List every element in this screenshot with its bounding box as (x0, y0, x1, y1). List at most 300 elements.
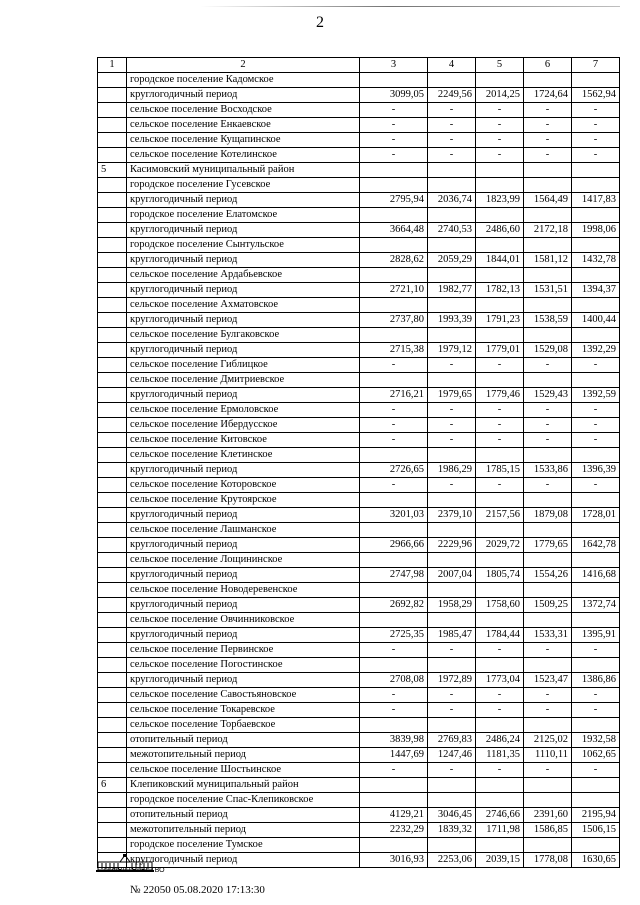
row-number-cell (98, 343, 127, 358)
value-cell: 1958,29 (428, 598, 476, 613)
value-cell: - (428, 703, 476, 718)
row-name-cell: круглогодичный период (127, 508, 360, 523)
table-row (98, 403, 620, 418)
value-cell: - (360, 403, 428, 418)
value-cell (360, 553, 428, 568)
value-cell (360, 268, 428, 283)
row-number-cell (98, 628, 127, 643)
table-row (98, 838, 620, 853)
value-cell (524, 583, 572, 598)
row-number-cell (98, 508, 127, 523)
value-cell (572, 163, 620, 178)
row-number-cell (98, 298, 127, 313)
value-cell (572, 553, 620, 568)
value-cell: 1447,69 (360, 748, 428, 763)
table-row (98, 748, 620, 763)
row-number-cell (98, 403, 127, 418)
value-cell: - (476, 433, 524, 448)
value-cell (428, 838, 476, 853)
value-cell: 3016,93 (360, 853, 428, 868)
row-name-cell: отопительный период (127, 808, 360, 823)
value-cell: 1533,86 (524, 463, 572, 478)
value-cell: 1394,37 (572, 283, 620, 298)
table-row (98, 763, 620, 778)
row-number-cell (98, 358, 127, 373)
value-cell (476, 268, 524, 283)
value-cell: - (476, 148, 524, 163)
row-number-cell (98, 823, 127, 838)
value-cell: 3839,98 (360, 733, 428, 748)
row-name-cell: сельское поселение Китовское (127, 433, 360, 448)
value-cell (428, 613, 476, 628)
row-name-cell: круглогодичный период (127, 853, 360, 868)
value-cell: - (476, 478, 524, 493)
value-cell: 1979,12 (428, 343, 476, 358)
table-row (98, 163, 620, 178)
value-cell: 1392,59 (572, 388, 620, 403)
table-row (98, 418, 620, 433)
row-number-cell (98, 838, 127, 853)
value-cell: - (476, 133, 524, 148)
row-number-cell (98, 478, 127, 493)
value-cell (572, 718, 620, 733)
value-cell: 1844,01 (476, 253, 524, 268)
value-cell: 2740,53 (428, 223, 476, 238)
value-cell (572, 778, 620, 793)
table-row (98, 853, 620, 868)
table-row (98, 478, 620, 493)
value-cell: 1779,46 (476, 388, 524, 403)
row-number-cell (98, 658, 127, 673)
value-cell (476, 553, 524, 568)
value-cell (476, 163, 524, 178)
value-cell: 4129,21 (360, 808, 428, 823)
value-cell: - (572, 148, 620, 163)
table-row (98, 373, 620, 388)
value-cell (572, 73, 620, 88)
value-cell (524, 553, 572, 568)
table-row (98, 343, 620, 358)
value-cell (428, 208, 476, 223)
row-number-cell (98, 88, 127, 103)
row-name-cell: сельское поселение Савостьяновское (127, 688, 360, 703)
value-cell (476, 238, 524, 253)
value-cell: - (428, 478, 476, 493)
value-cell (476, 298, 524, 313)
value-cell: - (524, 403, 572, 418)
value-cell (360, 208, 428, 223)
value-cell: - (572, 403, 620, 418)
value-cell: 1372,74 (572, 598, 620, 613)
value-cell (428, 268, 476, 283)
value-cell: 1247,46 (428, 748, 476, 763)
value-cell (428, 178, 476, 193)
row-number-cell (98, 523, 127, 538)
value-cell (476, 658, 524, 673)
table-row (98, 253, 620, 268)
value-cell (360, 73, 428, 88)
table-row (98, 283, 620, 298)
value-cell: 1392,29 (572, 343, 620, 358)
value-cell (428, 778, 476, 793)
row-name-cell: круглогодичный период (127, 283, 360, 298)
value-cell: 3099,05 (360, 88, 428, 103)
value-cell: 1778,08 (524, 853, 572, 868)
row-number-cell (98, 763, 127, 778)
value-cell: 2039,15 (476, 853, 524, 868)
value-cell (524, 778, 572, 793)
value-cell: - (572, 703, 620, 718)
value-cell: - (360, 688, 428, 703)
value-cell: 1932,58 (572, 733, 620, 748)
value-cell (524, 613, 572, 628)
table-row (98, 598, 620, 613)
value-cell: 2716,21 (360, 388, 428, 403)
row-number-cell (98, 73, 127, 88)
value-cell (360, 448, 428, 463)
value-cell: 1581,12 (524, 253, 572, 268)
value-cell: - (360, 433, 428, 448)
row-name-cell: городское поселение Елатомское (127, 208, 360, 223)
value-cell (360, 328, 428, 343)
value-cell (476, 583, 524, 598)
value-cell (476, 448, 524, 463)
value-cell (360, 613, 428, 628)
value-cell (428, 238, 476, 253)
row-name-cell: круглогодичный период (127, 88, 360, 103)
value-cell: 1839,32 (428, 823, 476, 838)
value-cell: 1642,78 (572, 538, 620, 553)
value-cell: 1972,89 (428, 673, 476, 688)
table-row (98, 538, 620, 553)
value-cell (572, 493, 620, 508)
value-cell (360, 838, 428, 853)
value-cell: 1823,99 (476, 193, 524, 208)
row-number-cell (98, 283, 127, 298)
value-cell: 1432,78 (572, 253, 620, 268)
value-cell: - (572, 418, 620, 433)
row-number-cell (98, 733, 127, 748)
value-cell: 2007,04 (428, 568, 476, 583)
value-cell (476, 208, 524, 223)
table-row (98, 88, 620, 103)
value-cell: - (360, 703, 428, 718)
value-cell: 1998,06 (572, 223, 620, 238)
table-row (98, 778, 620, 793)
value-cell (572, 373, 620, 388)
value-cell: - (524, 133, 572, 148)
table-row (98, 568, 620, 583)
value-cell (428, 163, 476, 178)
value-cell: - (428, 688, 476, 703)
value-cell: - (572, 433, 620, 448)
value-cell (428, 658, 476, 673)
row-number-cell (98, 388, 127, 403)
row-number-cell (98, 613, 127, 628)
value-cell: 1531,51 (524, 283, 572, 298)
value-cell (524, 718, 572, 733)
value-cell: 2125,02 (524, 733, 572, 748)
value-cell (428, 328, 476, 343)
value-cell: - (428, 358, 476, 373)
row-name-cell: сельское поселение Котелинское (127, 148, 360, 163)
row-name-cell: сельское поселение Овчинниковское (127, 613, 360, 628)
value-cell (524, 208, 572, 223)
value-cell: 1785,15 (476, 463, 524, 478)
value-cell: - (524, 103, 572, 118)
row-number-cell (98, 133, 127, 148)
row-name-cell: круглогодичный период (127, 628, 360, 643)
table-row (98, 238, 620, 253)
value-cell (360, 178, 428, 193)
row-name-cell: круглогодичный период (127, 673, 360, 688)
row-number-cell (98, 373, 127, 388)
row-name-cell: круглогодичный период (127, 223, 360, 238)
value-cell (476, 613, 524, 628)
value-cell: 2828,62 (360, 253, 428, 268)
value-cell (524, 163, 572, 178)
value-cell (572, 613, 620, 628)
value-cell: - (360, 763, 428, 778)
value-cell: - (524, 703, 572, 718)
value-cell: 1993,39 (428, 313, 476, 328)
value-cell: 3046,45 (428, 808, 476, 823)
value-cell: 2249,56 (428, 88, 476, 103)
row-name-cell: сельское поселение Ахматовское (127, 298, 360, 313)
row-number-cell (98, 433, 127, 448)
row-number-cell: 5 (98, 163, 127, 178)
row-name-cell: круглогодичный период (127, 598, 360, 613)
header-cell: 5 (476, 58, 524, 73)
value-cell: - (524, 763, 572, 778)
value-cell: 1417,83 (572, 193, 620, 208)
value-cell (572, 238, 620, 253)
row-name-cell: городское поселение Сынтульское (127, 238, 360, 253)
table-row (98, 298, 620, 313)
value-cell (476, 718, 524, 733)
value-cell (524, 658, 572, 673)
row-number-cell (98, 118, 127, 133)
value-cell: 1791,23 (476, 313, 524, 328)
value-cell: 1805,74 (476, 568, 524, 583)
value-cell: 1554,26 (524, 568, 572, 583)
value-cell (360, 238, 428, 253)
row-name-cell: круглогодичный период (127, 253, 360, 268)
value-cell: 1110,11 (524, 748, 572, 763)
value-cell (476, 373, 524, 388)
table-row (98, 823, 620, 838)
value-cell (476, 793, 524, 808)
table-row (98, 223, 620, 238)
value-cell (476, 838, 524, 853)
value-cell (428, 718, 476, 733)
row-name-cell: сельское поселение Новодеревенское (127, 583, 360, 598)
row-name-cell: сельское поселение Лощининское (127, 553, 360, 568)
value-cell (360, 778, 428, 793)
row-number-cell (98, 568, 127, 583)
value-cell: 2715,38 (360, 343, 428, 358)
row-name-cell: сельское поселение Которовское (127, 478, 360, 493)
row-name-cell: круглогодичный период (127, 343, 360, 358)
table-row (98, 148, 620, 163)
registration-number: № 22050 05.08.2020 17:13:30 (130, 884, 265, 896)
value-cell: - (524, 358, 572, 373)
value-cell: - (360, 358, 428, 373)
value-cell: 1879,08 (524, 508, 572, 523)
row-name-cell: сельское поселение Восходское (127, 103, 360, 118)
row-number-cell (98, 793, 127, 808)
value-cell: - (572, 688, 620, 703)
value-cell: 2746,66 (476, 808, 524, 823)
value-cell (428, 298, 476, 313)
row-name-cell: сельское поселение Булгаковское (127, 328, 360, 343)
value-cell (524, 793, 572, 808)
table-row (98, 118, 620, 133)
row-name-cell: сельское поселение Ибердусское (127, 418, 360, 433)
value-cell: 2769,83 (428, 733, 476, 748)
row-name-cell: круглогодичный период (127, 568, 360, 583)
value-cell: - (428, 118, 476, 133)
value-cell (572, 838, 620, 853)
value-cell: - (360, 118, 428, 133)
row-number-cell (98, 238, 127, 253)
row-name-cell: круглогодичный период (127, 313, 360, 328)
header-cell: 4 (428, 58, 476, 73)
row-number-cell (98, 688, 127, 703)
value-cell (476, 73, 524, 88)
row-name-cell: Клепиковский муниципальный район (127, 778, 360, 793)
table-row (98, 718, 620, 733)
value-cell: - (476, 418, 524, 433)
row-number-cell (98, 598, 127, 613)
row-number-cell (98, 703, 127, 718)
value-cell: - (428, 433, 476, 448)
value-cell: 1979,65 (428, 388, 476, 403)
value-cell (360, 163, 428, 178)
value-cell (428, 493, 476, 508)
table-row (98, 493, 620, 508)
row-name-cell: круглогодичный период (127, 538, 360, 553)
table-row (98, 688, 620, 703)
value-cell (428, 523, 476, 538)
row-name-cell: межотопительный период (127, 823, 360, 838)
value-cell: 1782,13 (476, 283, 524, 298)
value-cell: 1416,68 (572, 568, 620, 583)
value-cell: - (524, 433, 572, 448)
value-cell: 1724,64 (524, 88, 572, 103)
table-row (98, 433, 620, 448)
value-cell: - (524, 478, 572, 493)
value-cell: 2726,65 (360, 463, 428, 478)
value-cell: - (572, 478, 620, 493)
value-cell: - (572, 103, 620, 118)
row-name-cell: городское поселение Тумское (127, 838, 360, 853)
row-number-cell (98, 718, 127, 733)
value-cell: 2721,10 (360, 283, 428, 298)
tariff-table (97, 57, 620, 868)
value-cell (428, 373, 476, 388)
value-cell (476, 178, 524, 193)
value-cell: 2059,29 (428, 253, 476, 268)
value-cell: 2966,66 (360, 538, 428, 553)
header-cell: 7 (572, 58, 620, 73)
value-cell: 1509,25 (524, 598, 572, 613)
row-number-cell (98, 493, 127, 508)
value-cell: 1400,44 (572, 313, 620, 328)
value-cell (524, 268, 572, 283)
value-cell (524, 178, 572, 193)
value-cell (572, 298, 620, 313)
value-cell (572, 328, 620, 343)
table-row (98, 703, 620, 718)
value-cell (360, 493, 428, 508)
value-cell (428, 793, 476, 808)
value-cell: 1773,04 (476, 673, 524, 688)
value-cell: - (524, 148, 572, 163)
row-name-cell: сельское поселение Ермоловское (127, 403, 360, 418)
row-number-cell (98, 253, 127, 268)
row-name-cell: сельское поселение Дмитриевское (127, 373, 360, 388)
value-cell: 2379,10 (428, 508, 476, 523)
value-cell (476, 523, 524, 538)
value-cell: 1982,77 (428, 283, 476, 298)
value-cell: - (360, 418, 428, 433)
value-cell: 2795,94 (360, 193, 428, 208)
value-cell (524, 328, 572, 343)
table-row (98, 313, 620, 328)
value-cell (524, 73, 572, 88)
row-number-cell (98, 418, 127, 433)
header-cell: 3 (360, 58, 428, 73)
table-row (98, 523, 620, 538)
table-row (98, 358, 620, 373)
value-cell: - (428, 103, 476, 118)
value-cell: 3664,48 (360, 223, 428, 238)
row-number-cell (98, 193, 127, 208)
table-row (98, 808, 620, 823)
value-cell (428, 448, 476, 463)
table-row (98, 73, 620, 88)
value-cell: - (524, 118, 572, 133)
value-cell: 1529,08 (524, 343, 572, 358)
value-cell: 1986,29 (428, 463, 476, 478)
row-name-cell: сельское поселение Погостинское (127, 658, 360, 673)
row-name-cell: сельское поселение Ардабьевское (127, 268, 360, 283)
value-cell (428, 73, 476, 88)
table-row (98, 268, 620, 283)
row-number-cell (98, 103, 127, 118)
value-cell (360, 718, 428, 733)
value-cell: 2708,08 (360, 673, 428, 688)
value-cell: 1779,01 (476, 343, 524, 358)
value-cell (360, 373, 428, 388)
row-number-cell (98, 583, 127, 598)
value-cell (572, 208, 620, 223)
row-name-cell: сельское поселение Кущапинское (127, 133, 360, 148)
value-cell: 1586,85 (524, 823, 572, 838)
row-number-cell (98, 223, 127, 238)
value-cell: 2486,24 (476, 733, 524, 748)
row-name-cell: межотопительный период (127, 748, 360, 763)
row-name-cell: круглогодичный период (127, 388, 360, 403)
value-cell (524, 298, 572, 313)
value-cell (572, 523, 620, 538)
value-cell: - (428, 148, 476, 163)
table-row (98, 178, 620, 193)
table-row (98, 103, 620, 118)
table-row (98, 628, 620, 643)
value-cell: 2195,94 (572, 808, 620, 823)
